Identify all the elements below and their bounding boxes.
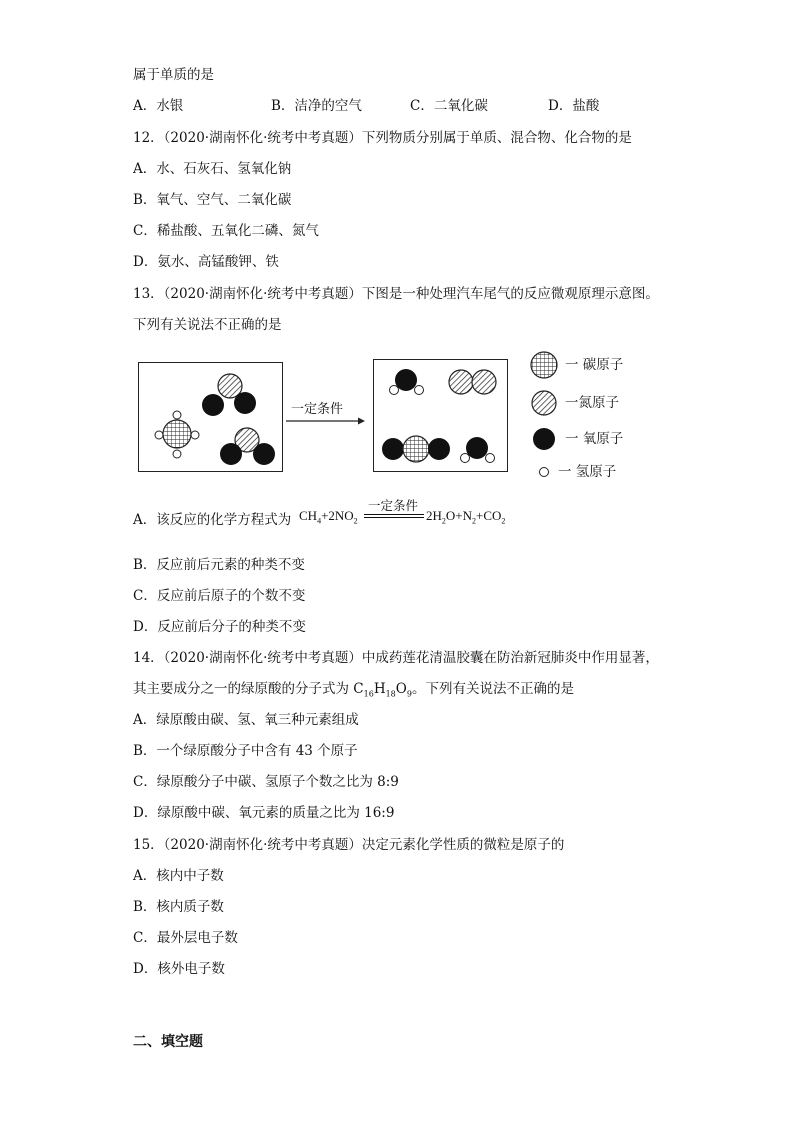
q12-stem: 12．（2020·湖南怀化·统考中考真题）下列物质分别属于单质、混合物、化合物的是 <box>133 130 632 146</box>
q14-option-b: B．一个绿原酸分子中含有 43 个原子 <box>133 743 358 759</box>
legend-symbols <box>528 350 568 480</box>
q11-option-b: B．洁净的空气 <box>271 98 362 114</box>
reactants-illustration <box>139 363 282 471</box>
reaction-arrow-icon <box>285 414 367 428</box>
q11-stem-tail: 属于单质的是 <box>133 67 214 83</box>
equation-reactants: $CH_4+2NO_2$ <box>299 508 358 526</box>
q14-stem-line2: 其主要成分之一的绿原酸的分子式为 $C_{16}H_{18}O_9$。下列有关说法不正确的是 <box>133 681 574 699</box>
q13-option-c: C．反应前后原子的个数不变 <box>133 588 306 604</box>
equation-condition: 一定条件 <box>368 498 419 513</box>
q14-option-a: A．绿原酸由碳、氢、氧三种元素组成 <box>133 712 359 728</box>
equation-products: $2H_2O+N_2+CO_2$ <box>426 508 506 526</box>
equation-bar-top <box>364 514 424 515</box>
q12-option-c: C．稀盐酸、五氧化二磷、氮气 <box>133 223 319 239</box>
q14-stem-line1: 14．（2020·湖南怀化·统考中考真题）中成药莲花清温胶囊在防治新冠肺炎中作用显著， <box>133 650 659 666</box>
q11-option-c: C．二氧化碳 <box>410 98 488 114</box>
q11-option-a: A．水银 <box>133 98 184 114</box>
equation-bar-bottom <box>364 517 424 518</box>
reaction-condition-label: 一定条件 <box>291 402 344 417</box>
q14-option-c: C．绿原酸分子中碳、氢原子个数之比为 8:9 <box>133 774 399 790</box>
q13-stem-line2: 下列有关说法不正确的是 <box>133 317 282 333</box>
q14-option-d: D．绿原酸中碳、氧元素的质量之比为 16:9 <box>133 805 395 821</box>
products-box <box>373 359 508 472</box>
q13-stem-line1: 13．（2020·湖南怀化·统考中考真题）下图是一种处理汽车尾气的反应微观原理示意图。 <box>133 286 659 302</box>
q12-option-d: D．氨水、高锰酸钾、铁 <box>133 254 279 270</box>
section-heading-fill-in: 二、填空题 <box>133 1034 203 1050</box>
q12-option-a: A．水、石灰石、氢氧化钠 <box>133 161 292 177</box>
q15-option-b: B．核内质子数 <box>133 899 224 915</box>
q15-option-a: A．核内中子数 <box>133 868 224 884</box>
legend-hydrogen: 一 氢原子 <box>558 464 617 480</box>
q11-option-d: D．盐酸 <box>548 98 600 114</box>
q13-option-d: D．反应前后分子的种类不变 <box>133 619 306 635</box>
q15-option-c: C．最外层电子数 <box>133 930 238 946</box>
reactants-box <box>138 362 283 472</box>
legend-carbon: 一 碳原子 <box>565 357 624 373</box>
products-illustration <box>374 360 507 471</box>
q13-option-a-prefix: A．该反应的化学方程式为 <box>133 512 292 528</box>
q13-option-a <box>133 500 553 540</box>
legend-oxygen: 一 氧原子 <box>565 431 624 447</box>
q15-option-d: D．核外电子数 <box>133 961 225 977</box>
q13-option-b: B．反应前后元素的种类不变 <box>133 557 305 573</box>
q12-option-b: B．氧气、空气、二氧化碳 <box>133 192 292 208</box>
legend-nitrogen: 一氮原子 <box>565 395 619 411</box>
q15-stem: 15．（2020·湖南怀化·统考中考真题）决定元素化学性质的微粒是原子的 <box>133 837 565 853</box>
